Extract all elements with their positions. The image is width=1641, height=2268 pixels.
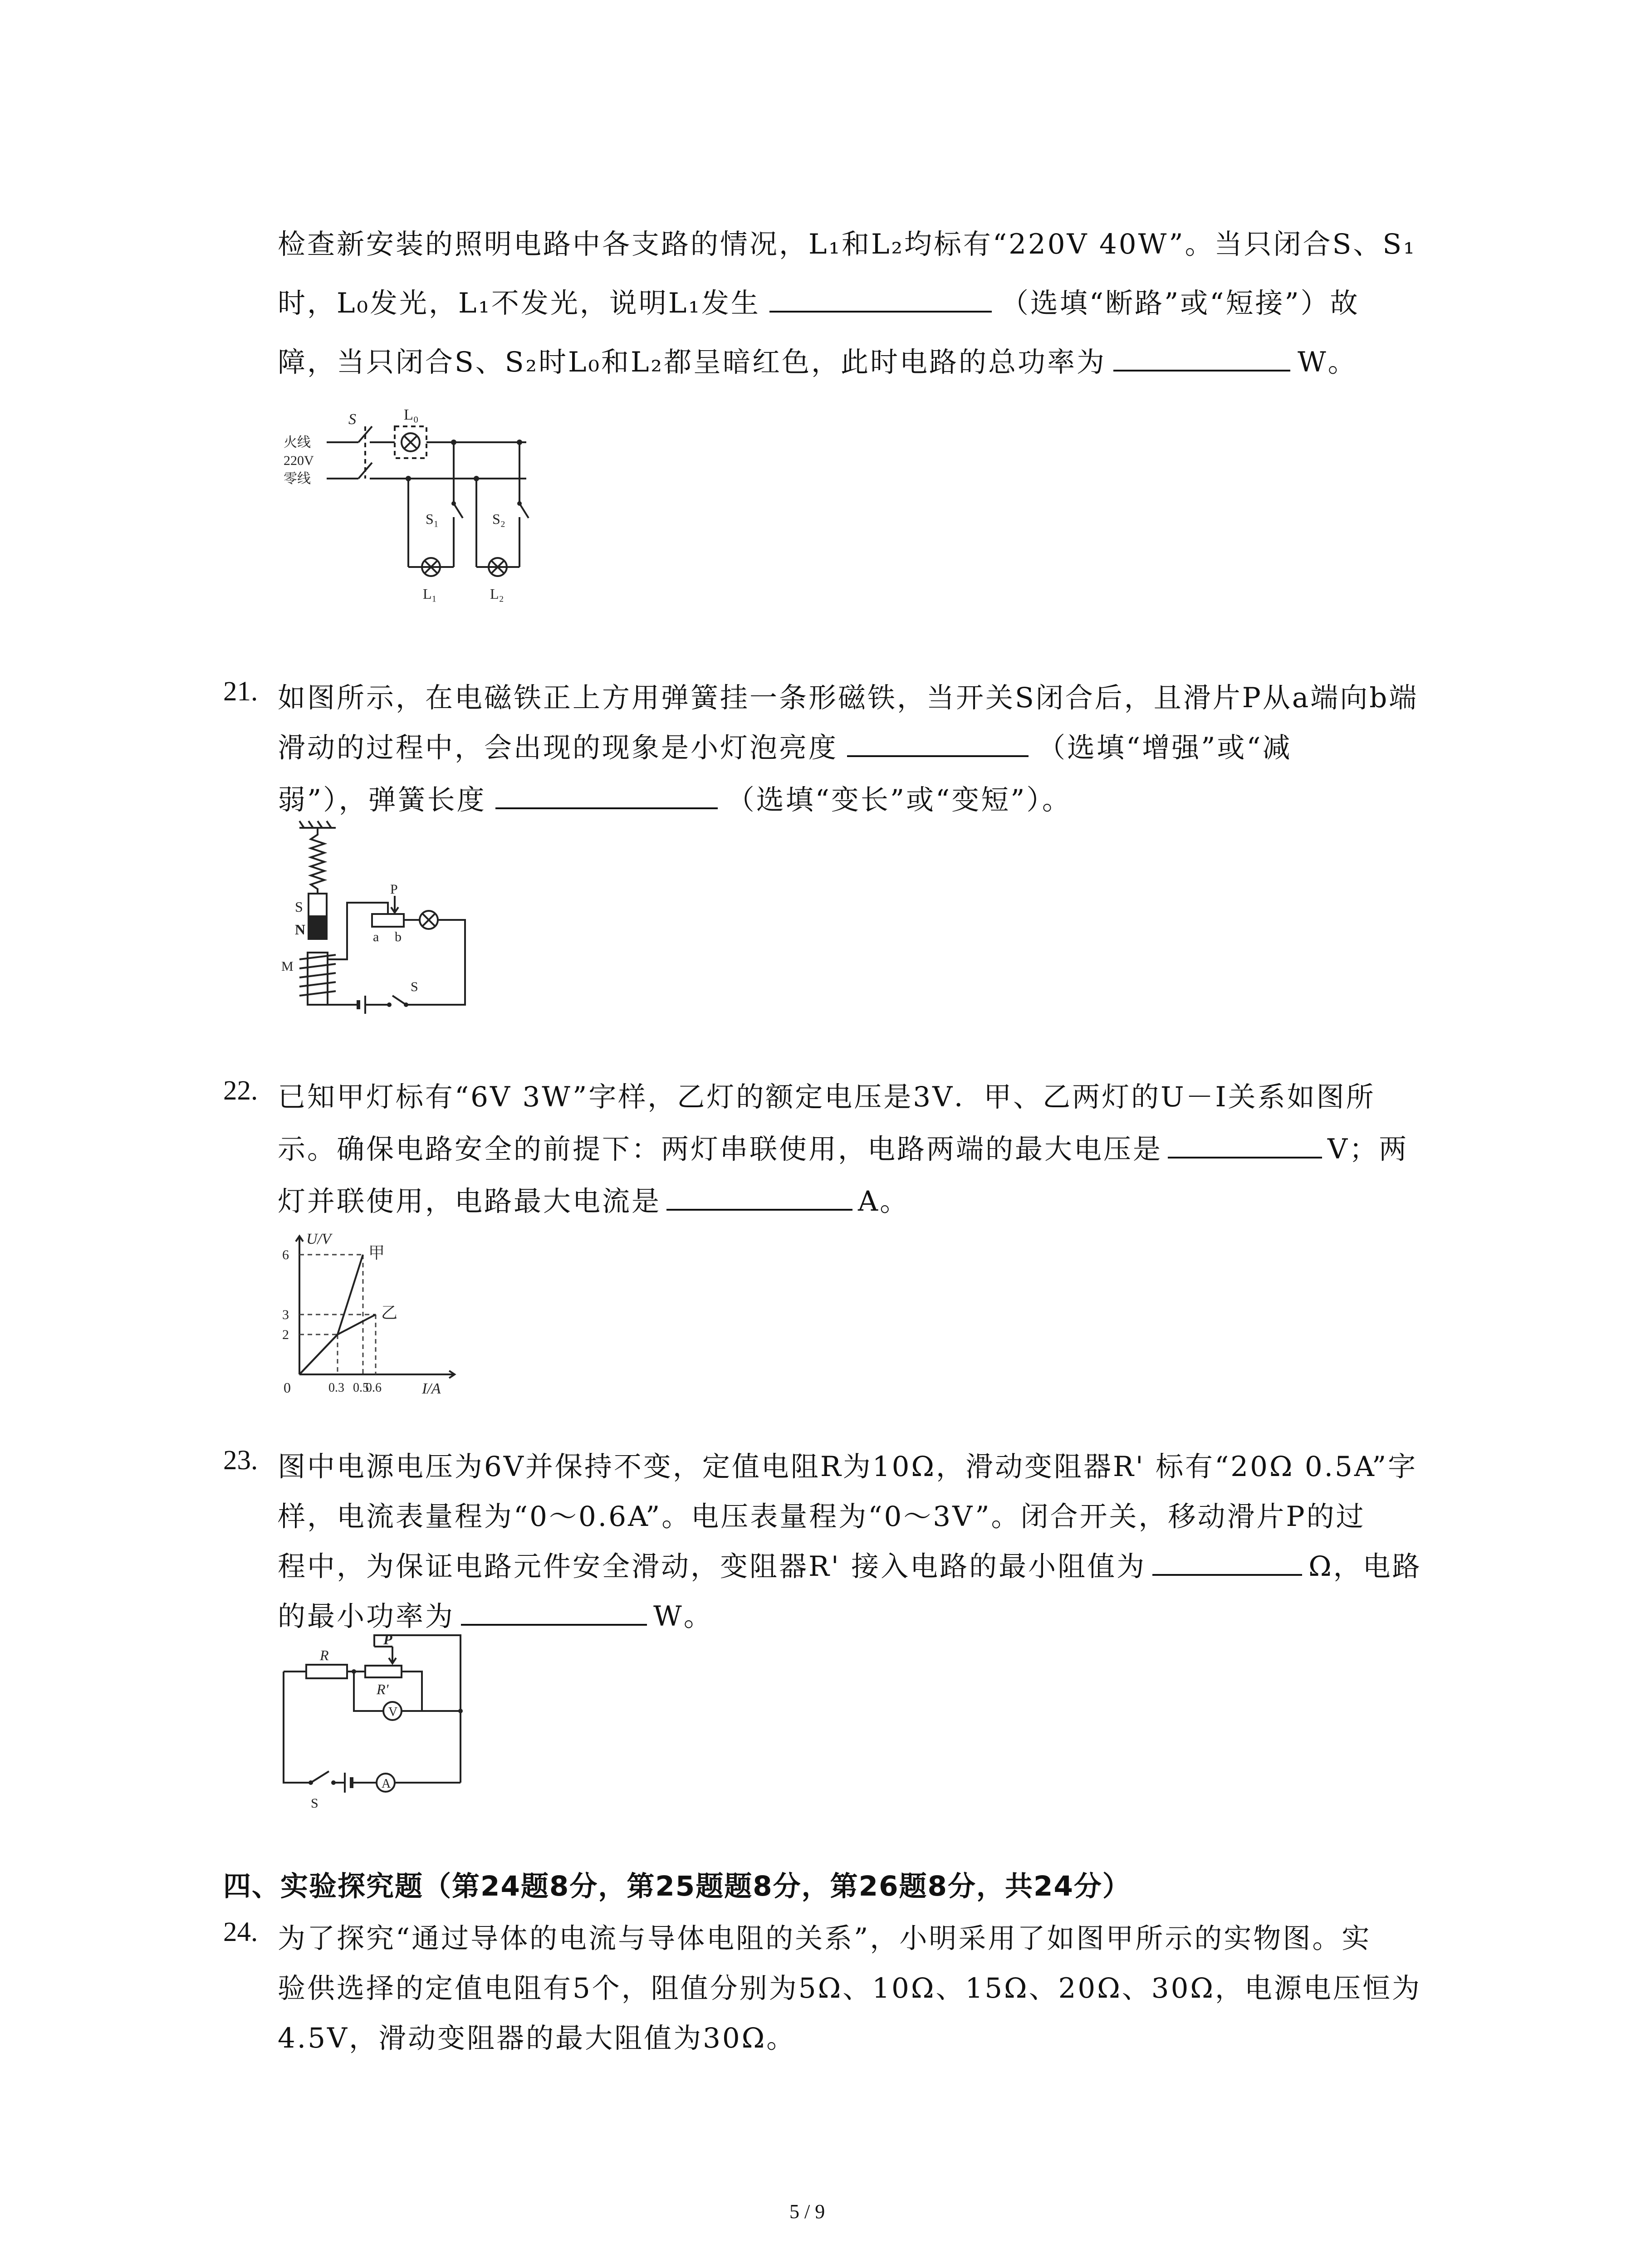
q23-circuit-diagram [272,1633,481,1814]
q23-fig-slider-p: P [383,1631,392,1647]
q20-fig-l0: L₀ [404,406,419,423]
q22-answer-blank-1[interactable] [1168,1133,1322,1158]
x-tick-label-1: 0.5 [353,1381,369,1395]
q22-line3 [278,1179,909,1219]
q20-fig-switch-s: S [348,411,356,428]
q22-line2-text-a: 示。确保电路安全的前提下：两灯串联使用，电路两端的最大电压是 [278,1133,1163,1165]
q23-fig-rheostat-label: R' [377,1681,389,1697]
q23-line4 [278,1594,713,1634]
q21-electromagnet-diagram [272,816,508,1025]
q23-answer-blank-2[interactable] [461,1600,647,1626]
x-tick-label-0: 0.3 [328,1381,344,1395]
q21-answer-blank-2[interactable] [495,784,718,809]
y-tick-label-0: 2 [282,1327,289,1342]
q21-number: 21. [223,676,258,707]
q22-line2 [278,1127,1408,1167]
q22-ui-chart [272,1229,463,1397]
q21-fig-electromagnet-m: M [281,959,294,974]
q20-answer-blank-1[interactable] [769,287,992,313]
q20-line2-text-b: （选填“断路”或“短接”）故 [1000,287,1360,319]
q23-line4-text-a: 的最小功率为 [278,1600,455,1633]
q20-fig-neutral-label: 零线 [284,471,311,486]
q21-fig-pole-s: S [295,899,303,915]
q20-line2 [278,281,1360,321]
q21-fig-switch-s: S [411,979,418,994]
q24-line2: 验供选择的定值电阻有5个，阻值分别为5Ω、10Ω、15Ω、20Ω、30Ω，电源电压恒为 [278,1972,1421,2004]
q21-fig-end-a: a [373,929,379,944]
x-tick-label-2: 0.6 [366,1381,382,1395]
chart-y-axis-label: U/V [306,1231,331,1247]
q23-fig-switch-s: S [311,1796,318,1811]
q24-line3: 4.5V，滑动变阻器的最大阻值为30Ω。 [278,2022,796,2054]
q21-line2-text-a: 滑动的过程中，会出现的现象是小灯泡亮度 [278,732,838,764]
q20-fig-l1: L₁ [423,586,437,602]
q22-line3-text-a: 灯并联使用，电路最大电流是 [278,1185,661,1217]
q21-line3-text-a: 弱”），弹簧长度 [278,784,486,816]
q24-number: 24. [223,1917,258,1947]
q21-line3 [278,778,1072,817]
q23-answer-blank-1[interactable] [1152,1550,1302,1576]
q23-fig-ammeter-a: A [382,1777,391,1791]
q23-line1: 图中电源电压为6V并保持不变，定值电阻R为10Ω，滑动变阻器R' 标有“20Ω 0.5A”字 [278,1451,1418,1483]
q20-fig-live-label: 火线 [284,435,311,450]
q20-line2-text-a: 时，L₀发光，L₁不发光，说明L₁发生 [278,287,760,319]
q22-line2-text-b: V；两 [1327,1133,1409,1165]
series-label-1: 乙 [381,1304,398,1322]
q23-fig-voltmeter-v: V [388,1705,398,1719]
q20-line3-text-b: W。 [1297,346,1357,378]
y-tick-label-2: 6 [282,1247,289,1262]
q21-line2-text-b: （选填“增强”或“减 [1038,732,1292,764]
q23-line2: 样，电流表量程为“0～0.6A”。电压表量程为“0～3V”。闭合开关，移动滑片P的过 [278,1501,1366,1533]
q20-line3 [278,340,1357,380]
q23-fig-resistor-r: R [320,1647,329,1663]
q23-line3 [278,1545,1422,1584]
q23-line3-text-a: 程中，为保证电路元件安全滑动，变阻器R' 接入电路的最小阻值为 [278,1550,1146,1583]
q22-number: 22. [223,1075,258,1106]
q20-line3-text-a: 障，当只闭合S、S₂时L₀和L₂都呈暗红色，此时电路的总功率为 [278,346,1106,378]
q21-fig-pole-n: N [295,921,306,938]
q21-answer-blank-1[interactable] [847,732,1029,757]
q21-line1: 如图所示，在电磁铁正上方用弹簧挂一条形磁铁，当开关S闭合后，且滑片P从a端向b端 [278,682,1419,714]
q20-answer-blank-2[interactable] [1113,346,1290,371]
q20-fig-s1: S₁ [426,511,439,527]
q20-fig-l2: L₂ [490,586,504,602]
q20-fig-voltage-label: 220V [284,453,314,468]
series-label-0: 甲 [368,1244,385,1262]
chart-origin-label: 0 [284,1379,291,1396]
q21-line2 [278,726,1292,765]
section-4-heading: 四、实验探究题（第24题8分，第25题题8分，第26题8分，共24分） [223,1870,1131,1902]
q21-line3-text-b: （选填“变长”或“变短”）。 [726,784,1072,816]
q23-number: 23. [223,1445,258,1476]
q20-line1: 检查新安装的照明电路中各支路的情况，L₁和L₂均标有“220V 40W”。当只闭合S、S₁ [278,228,1416,260]
q24-line1: 为了探究“通过导体的电流与导体电阻的关系”，小明采用了如图甲所示的实物图。实 [278,1922,1372,1955]
q23-line4-text-b: W。 [653,1600,713,1633]
y-tick-label-1: 3 [282,1307,289,1322]
q22-answer-blank-2[interactable] [666,1185,852,1211]
q22-line1: 已知甲灯标有“6V 3W”字样，乙灯的额定电压是3V．甲、乙两灯的U－I关系如图所 [278,1081,1376,1113]
q21-fig-slider-p: P [390,882,398,897]
q22-line3-text-b: A。 [858,1185,910,1217]
q21-fig-end-b: b [395,929,402,944]
chart-x-axis-label: I/A [422,1380,441,1397]
page-number: 5 / 9 [789,2200,825,2223]
q23-line3-text-b: Ω，电路 [1308,1550,1422,1583]
q20-circuit-diagram [272,399,554,608]
q20-fig-s2: S₂ [492,511,505,527]
